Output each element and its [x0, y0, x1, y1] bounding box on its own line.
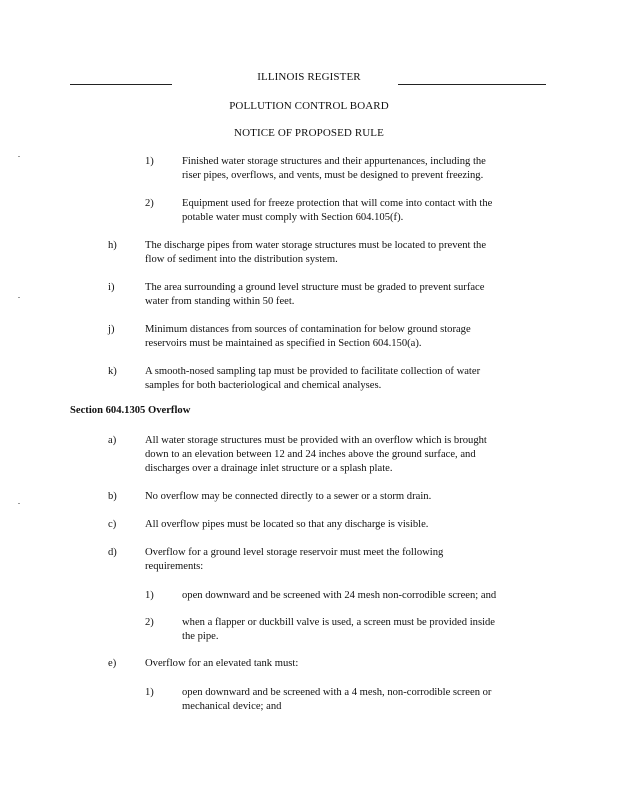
- item-text: The discharge pipes from water storage structures must be located to prevent the: [145, 240, 487, 251]
- item-label: 1): [145, 590, 154, 601]
- item-text: Overflow for an elevated tank must:: [145, 658, 299, 669]
- item-label: 1): [145, 687, 154, 698]
- notice-title: NOTICE OF PROPOSED RULE: [234, 127, 384, 139]
- scan-mark: [18, 297, 20, 298]
- item-label: e): [108, 658, 117, 669]
- item-text: reservoirs must be maintained as specified in Section 604.150(a).: [145, 338, 422, 349]
- item-text: Minimum distances from sources of contamination for below ground storage: [145, 324, 471, 335]
- item-label: j): [108, 324, 115, 335]
- item-label: i): [108, 282, 115, 293]
- item-label: 1): [145, 156, 154, 167]
- scan-mark: [18, 156, 20, 157]
- register-title: ILLINOIS REGISTER: [257, 71, 361, 83]
- item-label: h): [108, 240, 117, 251]
- item-text: samples for both bacteriological and chemical analyses.: [145, 380, 382, 391]
- item-text: when a flapper or duckbill valve is used, a screen must be provided inside: [182, 617, 496, 628]
- item-label: c): [108, 519, 117, 530]
- item-label: d): [108, 547, 117, 558]
- item-text: mechanical device; and: [182, 701, 282, 712]
- item-label: k): [108, 366, 117, 377]
- item-text: Equipment used for freeze protection that will come into contact with the: [182, 198, 493, 209]
- item-text: Finished water storage structures and their appurtenances, including the: [182, 156, 486, 167]
- item-text: riser pipes, overflows, and vents, must be designed to prevent freezing.: [182, 170, 484, 181]
- item-label: 2): [145, 198, 154, 209]
- item-text: Overflow for a ground level storage reservoir must meet the following: [145, 547, 444, 558]
- item-text: the pipe.: [182, 631, 219, 642]
- header-rule-right: [398, 84, 546, 85]
- item-label: 2): [145, 617, 154, 628]
- item-text: potable water must comply with Section 604.105(f).: [182, 212, 404, 223]
- board-title: POLLUTION CONTROL BOARD: [229, 100, 389, 112]
- item-label: a): [108, 435, 117, 446]
- scan-mark: [18, 503, 20, 504]
- item-text: discharges over a drainage inlet structure or a splash plate.: [145, 463, 393, 474]
- item-text: open downward and be screened with a 4 mesh, non-corrodible screen or: [182, 687, 492, 698]
- item-text: No overflow may be connected directly to a sewer or a storm drain.: [145, 491, 432, 502]
- item-text: requirements:: [145, 561, 204, 572]
- section-heading: Section 604.1305 Overflow: [70, 405, 191, 416]
- item-text: All water storage structures must be provided with an overflow which is brought: [145, 435, 487, 446]
- item-text: A smooth-nosed sampling tap must be provided to facilitate collection of water: [145, 366, 481, 377]
- item-text: flow of sediment into the distribution system.: [145, 254, 338, 265]
- item-label: b): [108, 491, 117, 502]
- item-text: All overflow pipes must be located so that any discharge is visible.: [145, 519, 429, 530]
- item-text: open downward and be screened with 24 mesh non-corrodible screen; and: [182, 590, 497, 601]
- item-text: down to an elevation between 12 and 24 inches above the ground surface, and: [145, 449, 476, 460]
- item-text: water from standing within 50 feet.: [145, 296, 295, 307]
- header-rule-left: [70, 84, 172, 85]
- item-text: The area surrounding a ground level structure must be graded to prevent surface: [145, 282, 485, 293]
